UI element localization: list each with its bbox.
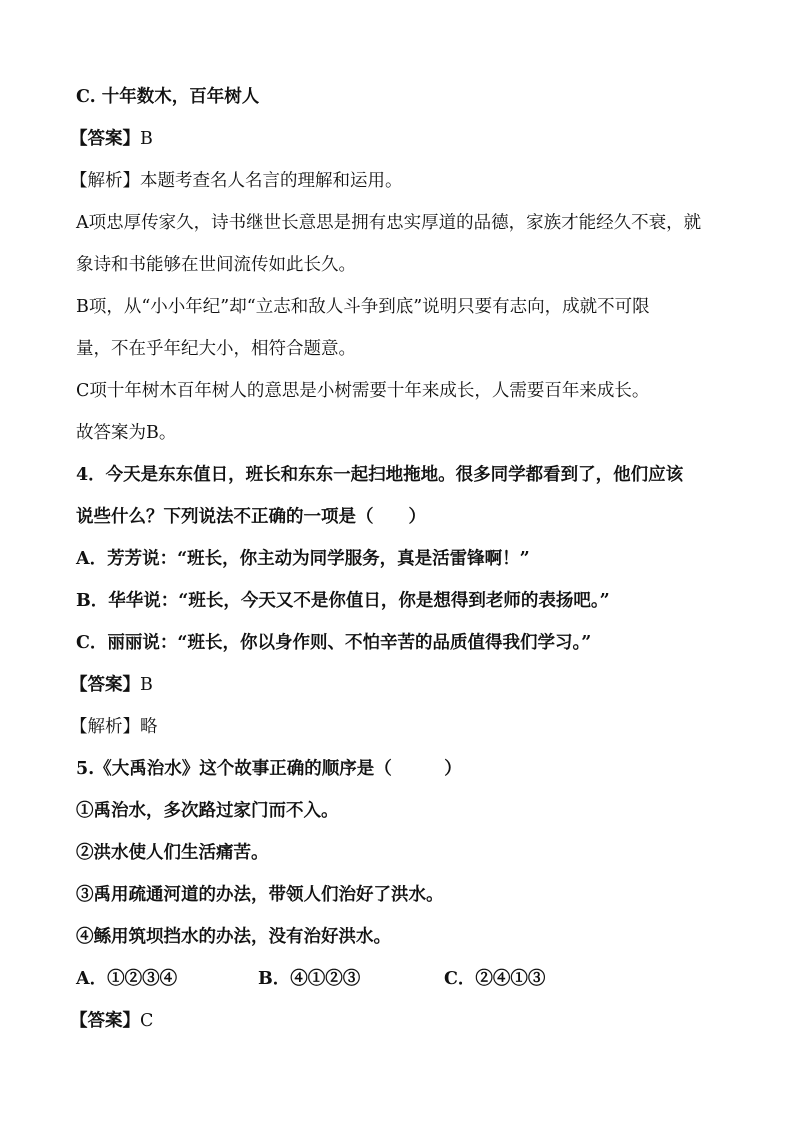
analysis-paragraph-line: 量，不在乎年纪大小，相符合题意。 (76, 339, 356, 359)
question-5-item-3: ③禹用疏通河道的办法，带领人们治好了洪水。 (76, 885, 444, 905)
question-5-item-2: ②洪水使人们生活痛苦。 (76, 843, 269, 863)
analysis-text: 略 (140, 717, 158, 737)
question-4-option-b: B．华华说：“班长，今天又不是你值日，你是想得到老师的表扬吧。” (76, 591, 610, 611)
analysis-paragraph-line: B项，从“小小年纪”却“立志和敌人斗争到底”说明只要有志向，成就不可限 (76, 297, 650, 317)
question-4-stem: 4．今天是东东值日，班长和东东一起扫地拖地。很多同学都看到了，他们应该 (76, 465, 684, 485)
question-5-option-a: A．①②③④ (76, 969, 178, 989)
analysis-tag: 【解析】 (70, 171, 140, 191)
question-5-option-b: B．④①②③ (258, 969, 361, 989)
answer-line (70, 673, 153, 697)
analysis-line (70, 715, 158, 739)
answer-value: C (140, 1011, 154, 1031)
answer-line (70, 127, 153, 151)
answer-value: B (140, 675, 153, 695)
analysis-text: 本题考查名人名言的理解和运用。 (140, 171, 403, 191)
question-5-item-1: ①禹治水，多次路过家门而不入。 (76, 801, 339, 821)
analysis-paragraph-line: 象诗和书能够在世间流传如此长久。 (76, 255, 356, 275)
analysis-paragraph-line: A项忠厚传家久，诗书继世长意思是拥有忠实厚道的品德，家族才能经久不衰，就 (76, 213, 702, 233)
analysis-tag: 【解析】 (70, 717, 140, 737)
conclusion-line: 故答案为B。 (76, 423, 177, 443)
answer-line (70, 1009, 153, 1033)
answer-tag: 【答案】 (70, 675, 140, 695)
option-c-previous-question: C. 十年数木，百年树人 (76, 87, 260, 107)
analysis-paragraph-line: C项十年树木百年树人的意思是小树需要十年来成长，人需要百年来成长。 (76, 381, 650, 401)
question-5-options (76, 967, 716, 991)
question-4-option-a: A．芳芳说：“班长，你主动为同学服务，真是活雷锋啊！” (76, 549, 530, 569)
answer-tag: 【答案】 (70, 1011, 140, 1031)
question-4-stem-continued: 说些什么？下列说法不正确的一项是（ ） (76, 507, 426, 527)
question-4-option-c: C．丽丽说：“班长，你以身作则、不怕辛苦的品质值得我们学习。” (76, 633, 592, 653)
question-5-stem: 5.《大禹治水》这个故事正确的顺序是（ ） (76, 759, 462, 779)
answer-tag: 【答案】 (70, 129, 140, 149)
question-5-item-4: ④鲧用筑坝挡水的办法，没有治好洪水。 (76, 927, 391, 947)
analysis-line (70, 169, 403, 193)
question-5-option-c: C．②④①③ (444, 969, 546, 989)
answer-value: B (140, 129, 153, 149)
